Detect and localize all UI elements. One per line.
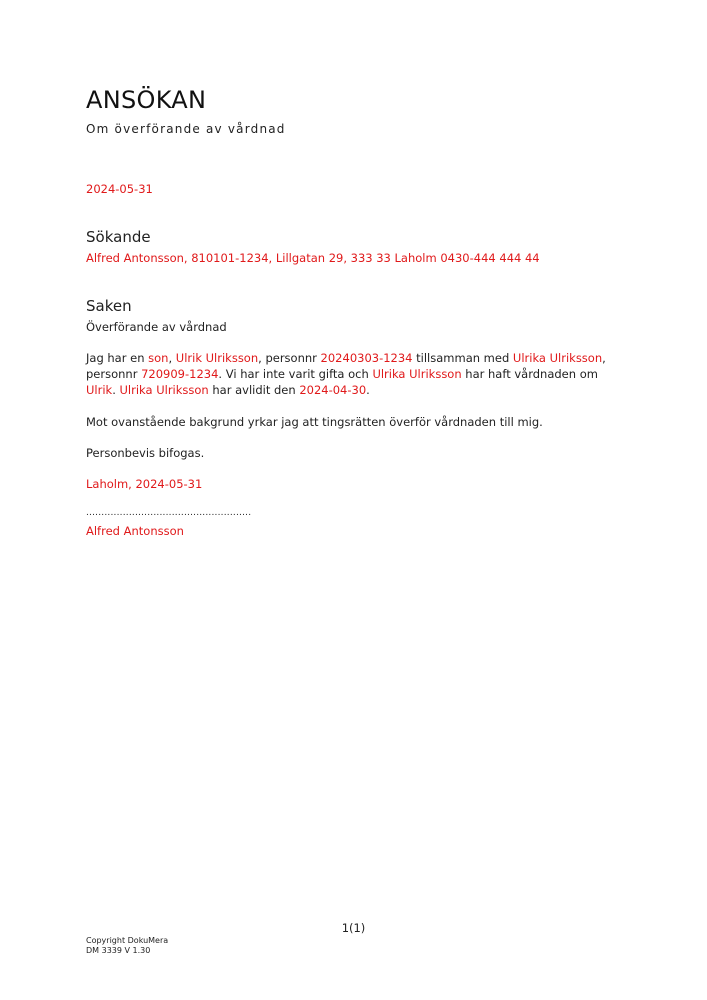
other-parent-name: Ulrika Ulriksson	[372, 367, 462, 381]
other-parent-name: Ulrika Ulriksson	[512, 351, 603, 365]
text-segment: , personnr	[86, 351, 606, 381]
child-personnr: 20240303-1234	[320, 351, 413, 365]
text-segment: Jag har en	[86, 351, 149, 365]
text-segment: har avlidit den	[208, 383, 300, 397]
other-parent-name: Ulrika Ulriksson	[119, 383, 209, 397]
footer	[86, 936, 168, 956]
footer-version: DM 3339 V 1.30	[86, 946, 151, 955]
claim-paragraph: Mot ovanstående bakgrund yrkar jag att tingsrätten överför vårdnaden till mig.	[86, 415, 543, 429]
text-segment: , personnr	[258, 351, 321, 365]
background-paragraph	[86, 350, 626, 398]
page-number: 1(1)	[341, 921, 366, 935]
document-date: 2024-05-31	[86, 182, 153, 196]
text-segment: .	[366, 383, 370, 397]
child-first-name: Ulrik	[86, 383, 113, 397]
text-segment: har haft vårdnaden om	[461, 367, 598, 381]
document-subtitle: Om överförande av vårdnad	[86, 122, 286, 136]
text-segment: ,	[168, 351, 176, 365]
document-title: ANSÖKAN	[86, 86, 207, 114]
footer-copyright: Copyright DokuMera	[86, 936, 169, 945]
case-heading: Saken	[86, 297, 132, 315]
signature-place-date: Laholm, 2024-05-31	[86, 477, 203, 491]
case-subject: Överförande av vårdnad	[86, 320, 227, 334]
text-segment: . Vi har inte varit gifta och	[218, 367, 373, 381]
attachment-note: Personbevis bifogas.	[86, 446, 205, 460]
applicant-heading: Sökande	[86, 228, 151, 246]
other-parent-personnr: 720909-1234	[141, 367, 219, 381]
signer-name: Alfred Antonsson	[86, 524, 184, 538]
child-relation: son	[148, 351, 169, 365]
child-name: Ulrik Ulriksson	[175, 351, 259, 365]
death-date: 2024-04-30	[299, 383, 367, 397]
text-segment: tillsamman med	[412, 351, 513, 365]
signature-line: ......................................................	[86, 508, 252, 518]
text-segment: .	[112, 383, 120, 397]
applicant-details: Alfred Antonsson, 810101-1234, Lillgatan 29, 333 33 Laholm 0430-444 444 44	[86, 251, 540, 265]
